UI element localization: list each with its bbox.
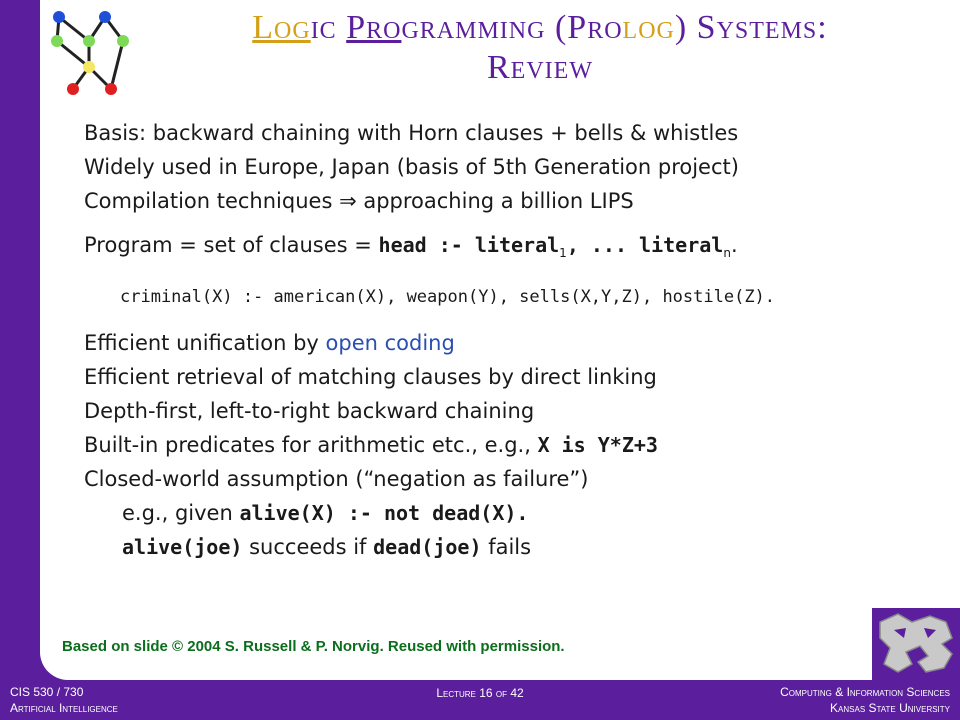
eg-text: e.g., given — [122, 501, 240, 526]
open-coding-link[interactable]: open coding — [325, 331, 455, 356]
footer-course: CIS 530 / 730 — [10, 685, 84, 699]
succ-code2: dead(joe) — [373, 535, 482, 560]
program-sub1: 1 — [559, 246, 567, 261]
title-part-gramming: gramming ( — [401, 9, 568, 46]
builtin-text: Built-in predicates for arithmetic etc., e.g., — [84, 433, 538, 458]
program-subn: n — [723, 246, 731, 261]
title-part-pro2: Pro — [567, 9, 623, 46]
bullet-depth-first: Depth-first, left-to-right backward chaining — [84, 399, 535, 424]
title-line2: Review — [487, 49, 593, 86]
code-example: criminal(X) :- american(X), weapon(Y), sells(X,Y,Z), hostile(Z). — [120, 287, 776, 308]
title-part-pro: Pro — [346, 9, 402, 46]
bullet-compilation: Compilation techniques ⇒ approaching a billion LIPS — [84, 189, 634, 213]
program-head: head :- literal — [378, 233, 560, 257]
title-part-log: Log — [252, 9, 311, 46]
graph-tree-icon — [47, 3, 135, 97]
slide-title — [140, 8, 940, 88]
slide-body — [84, 116, 914, 564]
title-part-systems: ) Systems: — [674, 9, 828, 46]
program-text: Program = set of clauses = — [84, 233, 379, 257]
bullet-closed-world: Closed-world assumption (“negation as failure”) — [84, 467, 589, 492]
footer-lecture: Lecture 16 of 42 — [436, 686, 524, 700]
bullet-retrieval: Efficient retrieval of matching clauses by direct linking — [84, 365, 657, 390]
succ-text2: fails — [481, 535, 532, 560]
program-mid: , ... literal — [566, 233, 724, 257]
footer-right — [780, 684, 950, 716]
succ-code1: alive(joe) — [122, 535, 243, 560]
bullet-basis: Basis: backward chaining with Horn clauses + bells & whistles — [84, 121, 739, 145]
left-brand-bar — [0, 0, 40, 680]
footer-university: Kansas State University — [830, 701, 950, 715]
footer-subject: Artificial Intelligence — [10, 701, 118, 715]
builtin-code: X is Y*Z+3 — [537, 433, 658, 458]
unif-text: Efficient unification by — [84, 331, 326, 356]
eg-code: alive(X) :- not dead(X). — [239, 501, 529, 526]
credit-note: Based on slide © 2004 S. Russell & P. Norvig. Reused with permission. — [62, 638, 565, 655]
bullet-builtin — [84, 428, 914, 462]
sub-bullet-eg — [84, 496, 914, 530]
bullet-program — [84, 228, 914, 270]
program-end: . — [730, 233, 738, 257]
slide-footer — [0, 680, 960, 720]
succ-text: succeeds if — [242, 535, 374, 560]
wildcat-logo-icon — [872, 608, 960, 680]
bullet-unification — [84, 326, 914, 360]
footer-dept: Computing & Information Sciences — [780, 685, 950, 699]
sub-bullet-succeeds — [84, 530, 914, 564]
title-part-ic: ic — [310, 9, 347, 46]
title-part-log2: log — [622, 9, 675, 46]
bullet-europe: Widely used in Europe, Japan (basis of 5th Generation project) — [84, 155, 739, 179]
